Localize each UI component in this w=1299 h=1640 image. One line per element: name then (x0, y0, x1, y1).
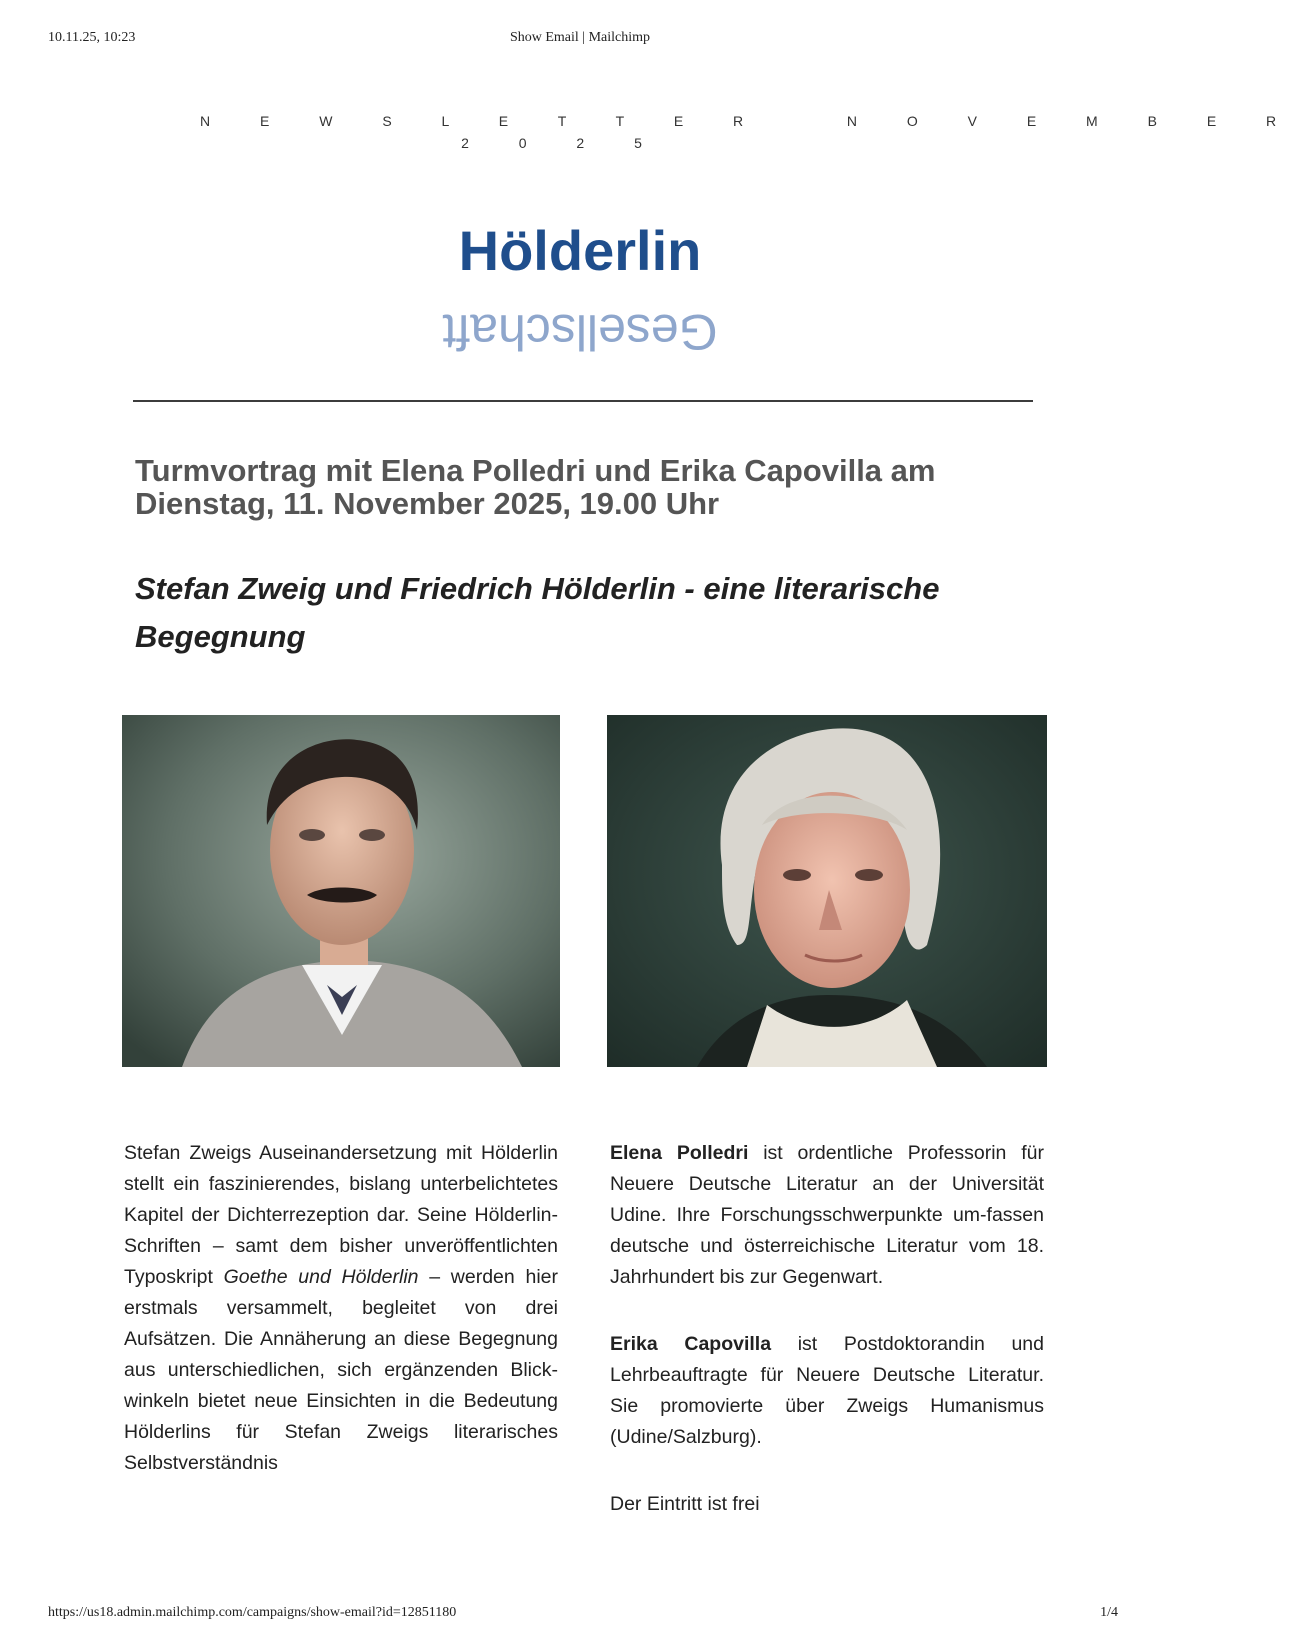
zweig-description (124, 1138, 558, 1479)
print-footer (0, 1605, 1160, 1625)
left-text-column (124, 1138, 558, 1479)
section-divider (133, 400, 1033, 402)
capovilla-bio (610, 1329, 1044, 1453)
polledri-bio (610, 1138, 1044, 1293)
print-timestamp: 10.11.25, 10:23 (48, 30, 136, 45)
polledri-bio-text: ist ordentliche Professorin für Neuere Deutsche Literatur an der Universität Udine. Ihre Forschungsschwerpunkte um-fassen deutsche und österreichische Literatur vom 18. Jahrhundert bis zur Gegenwart. (610, 1142, 1044, 1288)
print-url[interactable]: https://us18.admin.mailchimp.com/campaigns/show-email?id=12851180 (48, 1605, 457, 1620)
event-subtitle: Stefan Zweig und Friedrich Hölderlin - eine literarische Begegnung (135, 571, 940, 654)
speaker-name-polledri: Elena Polledri (610, 1142, 749, 1164)
portrait-friedrich-hoelderlin (607, 715, 1047, 1067)
portrait-stefan-zweig (122, 715, 560, 1067)
logo-graphic (380, 219, 780, 360)
work-title: Goethe und Hölderlin (223, 1266, 419, 1288)
event-headline: Turmvortrag mit Elena Polledri und Erika Capovilla am Dienstag, 11. November 2025, 19.00 Uhr (135, 453, 936, 521)
logo-word-mirrored: Gesellschaft (442, 304, 718, 360)
kicker-line-2: 2 0 2 5 (461, 135, 665, 151)
newsletter-kicker (200, 110, 1299, 154)
portrait-friedrich-hoelderlin-image (607, 715, 1047, 1067)
page-number: 1/4 (1100, 1605, 1118, 1620)
right-text-column (610, 1138, 1044, 1520)
logo-word-top: Hölderlin (458, 219, 702, 282)
speaker-name-capovilla: Erika Capovilla (610, 1333, 772, 1355)
print-header (0, 30, 1160, 50)
print-page-title: Show Email | Mailchimp (509, 30, 651, 45)
admission-note: Der Eintritt ist frei (610, 1493, 760, 1515)
zweig-description-part-1: Stefan Zweigs Auseinandersetzung mit Hölderlin stellt ein faszinierendes, bislang unterbelichtetes Kapitel der Dichterrezeption dar. Seine Hölderlin-Schriften – samt dem bisher unveröffentlichten Typoskript (124, 1142, 558, 1288)
capovilla-bio-text: ist Postdoktorandin und Lehrbeauftragte für Neuere Deutsche Literatur. Sie promovierte über Zweigs Humanismus (Udine/Salzburg). (610, 1333, 1044, 1448)
zweig-description-part-2: – werden hier erstmals versammelt, begleitet von drei Aufsätzen. Die Annäherung an diese Begegnung aus unterschiedlichen, sich ergänzenden Blick-winkeln bietet neue Einsichten in die Bedeutung Hölderlins für Stefan Zweigs literarisches Selbstverständnis (124, 1266, 558, 1474)
hoelderlin-gesellschaft-logo[interactable] (380, 219, 780, 360)
kicker-line-1: N E W S L E T T E R N O V E M B E R (200, 113, 1299, 129)
portrait-stefan-zweig-image (122, 715, 560, 1067)
